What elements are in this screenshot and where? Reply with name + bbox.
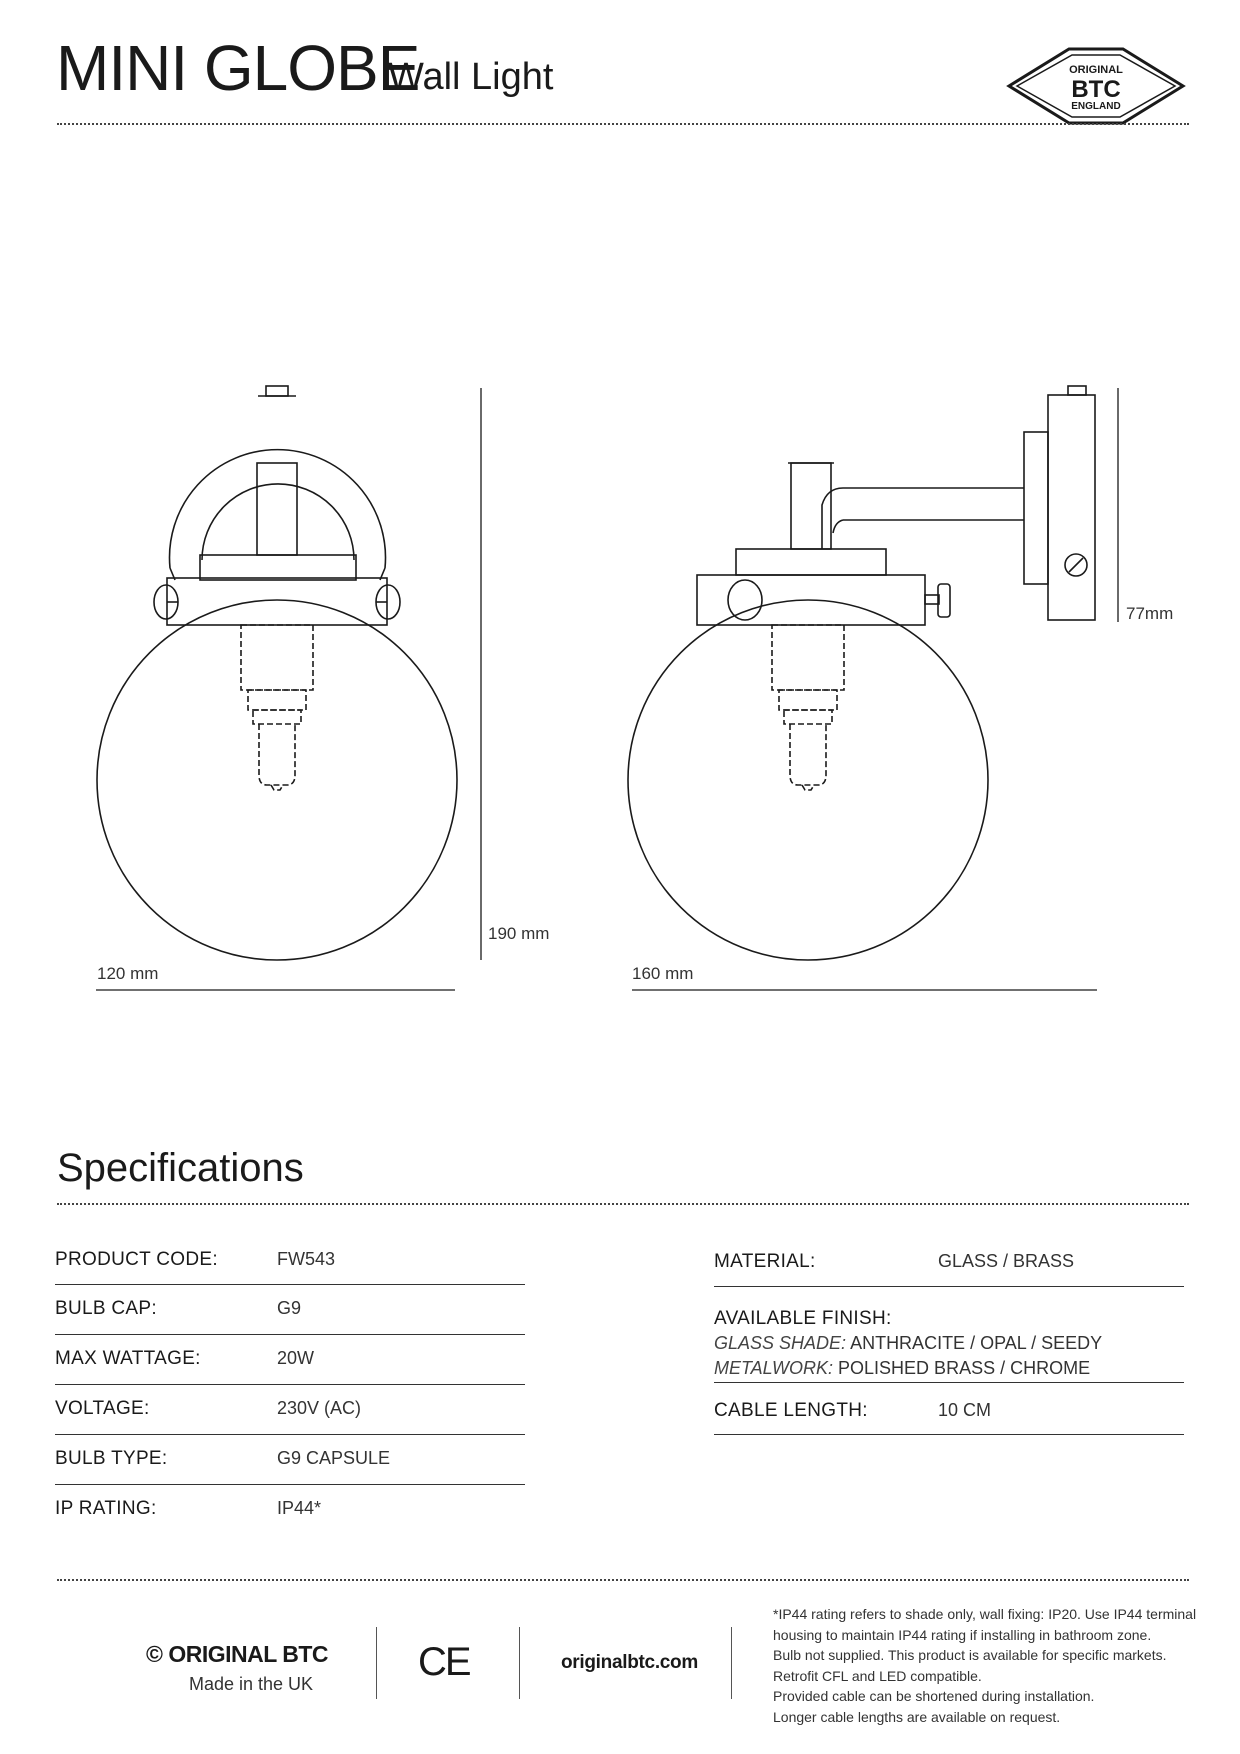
spec-row-material: [714, 1236, 1184, 1287]
spec-key: MAX WATTAGE:: [55, 1348, 201, 1369]
side-view-drawing: [628, 386, 1095, 960]
spec-key: MATERIAL:: [714, 1251, 816, 1272]
footnote-line: Retrofit CFL and LED compatible.: [773, 1667, 982, 1684]
spec-value: 10 CM: [938, 1400, 992, 1420]
footnote-line: *IP44 rating refers to shade only, wall fixing: IP20. Use IP44 terminal: [773, 1606, 1197, 1622]
made-in-text: Made in the UK: [189, 1674, 314, 1694]
spec-value: G9 CAPSULE: [277, 1448, 391, 1468]
backplate-dimension-label: 77mm: [1126, 604, 1174, 623]
spec-row-cable: [714, 1382, 1184, 1435]
spec-row: [55, 1434, 525, 1485]
website-link[interactable]: originalbtc.com: [561, 1652, 698, 1673]
footer-separator: [519, 1627, 520, 1699]
finish-metal-line: [714, 1358, 1090, 1379]
specifications-divider: [57, 1203, 1189, 1205]
footnotes: [773, 1604, 1197, 1728]
spec-value: IP44*: [277, 1498, 322, 1518]
spec-key: BULB CAP:: [55, 1298, 157, 1319]
spec-value: G9: [277, 1298, 302, 1318]
spec-key: AVAILABLE FINISH:: [714, 1308, 892, 1329]
footnote-line: Longer cable lengths are available on request.: [773, 1708, 1061, 1725]
spec-value: FW543: [277, 1249, 336, 1269]
spec-key: PRODUCT CODE:: [55, 1249, 218, 1270]
logo-line-1: ORIGINAL: [1069, 64, 1123, 76]
finish-glass-line: [714, 1333, 1102, 1354]
spec-value: 230V (AC): [277, 1398, 362, 1418]
logo-line-2: BTC: [1071, 76, 1121, 103]
side-width-label: 160 mm: [632, 964, 694, 983]
logo-line-3: ENGLAND: [1071, 101, 1121, 112]
spec-value: 20W: [277, 1348, 315, 1368]
ce-mark-icon: CE: [418, 1640, 470, 1684]
front-view-drawing: [97, 386, 457, 960]
spec-row-finish: [714, 1286, 1184, 1383]
footer-separator: [376, 1627, 377, 1699]
spec-row: [55, 1334, 525, 1385]
specifications-heading: Specifications: [57, 1146, 304, 1190]
finish-metal-value: POLISHED BRASS / CHROME: [838, 1358, 1091, 1378]
spec-key: IP RATING:: [55, 1498, 157, 1519]
brand-name: © ORIGINAL BTC: [146, 1641, 329, 1667]
spec-row: [55, 1484, 525, 1534]
spec-value: GLASS / BRASS: [938, 1251, 1075, 1271]
product-subtitle: Wall Light: [388, 56, 554, 98]
spec-key: CABLE LENGTH:: [714, 1400, 868, 1421]
footnote-line: Provided cable can be shortened during installation.: [773, 1688, 1095, 1705]
finish-glass-label: GLASS SHADE:: [714, 1333, 847, 1353]
spec-row: [55, 1384, 525, 1435]
spec-row: [55, 1284, 525, 1335]
footnote-line: housing to maintain IP44 rating if installing in bathroom zone.: [773, 1626, 1152, 1643]
footer-separator: [731, 1627, 732, 1699]
finish-metal-label: METALWORK:: [714, 1358, 834, 1378]
finish-glass-value: ANTHRACITE / OPAL / SEEDY: [850, 1333, 1103, 1353]
spec-key: BULB TYPE:: [55, 1448, 168, 1469]
spec-key: VOLTAGE:: [55, 1398, 150, 1419]
footer-divider: [57, 1579, 1189, 1581]
spec-row: [55, 1234, 525, 1285]
front-height-label: 190 mm: [488, 924, 550, 943]
footnote-line: Bulb not supplied. This product is available for specific markets.: [773, 1647, 1167, 1664]
product-title: MINI GLOBE: [56, 32, 420, 104]
front-width-label: 120 mm: [97, 964, 159, 983]
